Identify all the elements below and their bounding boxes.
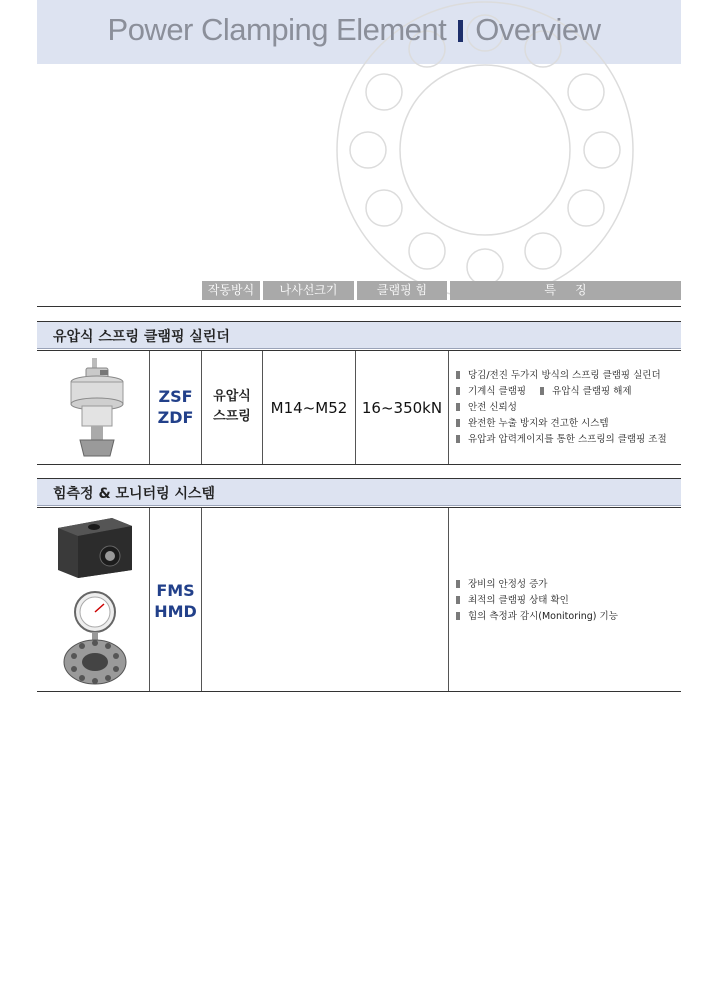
model-code: HMD — [154, 602, 197, 621]
thread-size: M14~M52 — [270, 399, 348, 417]
model-code: ZDF — [157, 408, 194, 427]
bullet-icon — [456, 435, 460, 443]
features-list-spring — [456, 368, 667, 448]
bullet-icon — [456, 371, 460, 379]
divider — [37, 306, 681, 307]
model-codes-spring — [150, 386, 201, 428]
list-item: 유압과 압력게이지를 통한 스프링의 클램핑 조절 — [456, 432, 667, 448]
column-divider — [448, 351, 449, 464]
section-band-spring-cylinder — [37, 322, 681, 349]
divider — [37, 691, 681, 692]
model-code: ZSF — [158, 387, 193, 406]
divider — [37, 464, 681, 465]
model-codes-monitoring — [150, 580, 201, 622]
list-item: 완전한 누출 방지와 견고한 시스템 — [456, 416, 667, 432]
title-separator — [458, 20, 463, 42]
column-divider — [201, 508, 202, 691]
model-code: FMS — [156, 581, 195, 600]
section-title: 힘측정 & 모니터링 시스템 — [53, 486, 216, 502]
bullet-icon — [456, 596, 460, 604]
method-line: 스프링 — [213, 409, 251, 424]
list-item: 힘의 측정과 감시(Monitoring) 기능 — [456, 609, 618, 625]
section-title: 유압식 스프링 클램핑 실린더 — [53, 329, 230, 345]
bullet-icon — [456, 612, 460, 620]
force-measuring-block-image — [52, 514, 134, 580]
bullet-icon — [456, 580, 460, 588]
column-header-thread: 나사선크기 — [263, 281, 354, 300]
list-item: 안전 신뢰성 — [456, 400, 667, 416]
page-title — [0, 12, 708, 48]
bullet-icon — [456, 387, 460, 395]
list-item: 당김/전진 두가지 방식의 스프링 클램핑 실린더 — [456, 368, 667, 384]
column-divider — [448, 508, 449, 691]
features-list-monitoring — [456, 577, 618, 625]
bullet-icon — [456, 419, 460, 427]
divider — [37, 507, 681, 508]
column-header-method: 작동방식 — [202, 281, 260, 300]
list-item: 기계식 클램핑 유압식 클램핑 해제 — [456, 384, 667, 400]
section-band-monitoring — [37, 479, 681, 506]
column-header-features: 특 징 — [450, 281, 681, 300]
divider — [37, 350, 681, 351]
method-line: 유압식 — [213, 389, 251, 404]
spring-clamping-cylinder-image — [62, 356, 132, 460]
title-sub: Overview — [475, 12, 601, 47]
title-main: Power Clamping Element — [107, 12, 447, 47]
list-item: 장비의 안정성 증가 — [456, 577, 618, 593]
method-spring — [202, 387, 262, 427]
bullet-icon — [540, 387, 544, 395]
clamping-force: 16~350kN — [361, 399, 443, 417]
list-item: 최적의 클램핑 상태 확인 — [456, 593, 618, 609]
pressure-gauge-ring-image — [62, 590, 128, 686]
column-header-force: 클램핑 힘 — [357, 281, 447, 300]
bullet-icon — [456, 403, 460, 411]
